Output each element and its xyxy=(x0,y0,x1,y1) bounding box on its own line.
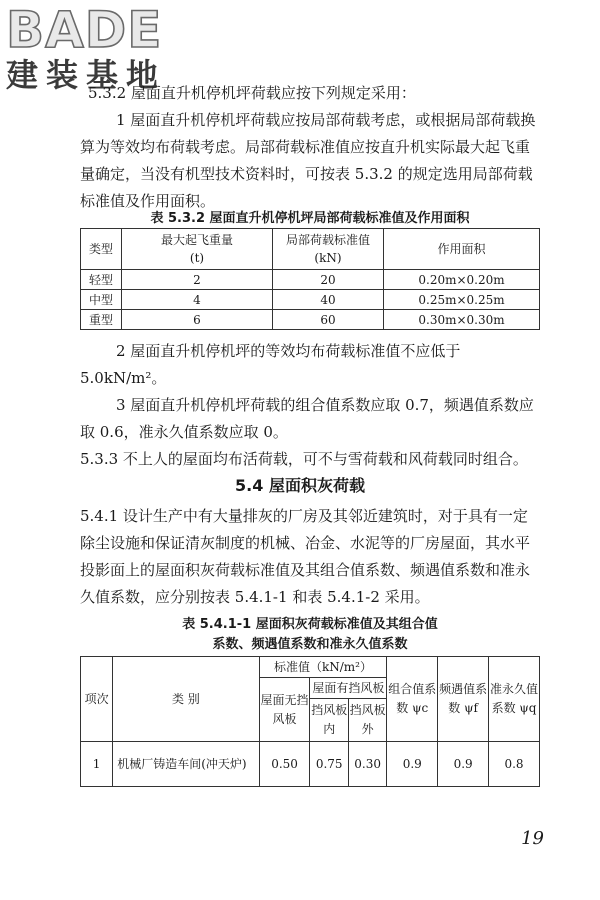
table-cell: 0.8 xyxy=(489,742,540,787)
table-cell: 60 xyxy=(273,310,384,330)
table-cell: 轻型 xyxy=(81,270,122,290)
clause-5-3-2-item-1: 1 屋面直升机停机坪荷载应按局部荷载考虑，或根据局部荷载换算为等效均布荷载考虑。局部荷载标准值应按直升机实际最大起飞重量确定，当没有机型技术资料时，可按表 5.3.2 的规定选用局部荷载标准值及作用面积。 xyxy=(80,111,536,210)
table-5-4-1-1 xyxy=(80,656,540,787)
table-cell: 40 xyxy=(273,290,384,310)
header-cell: 频遇值系数 ψf xyxy=(438,657,489,742)
table-header-row xyxy=(81,657,540,678)
header-cell: 标准值（kN/m²） xyxy=(259,657,387,678)
table-5-4-1-1-caption-line1: 表 5.4.1-1 屋面积灰荷载标准值及其组合值 xyxy=(182,617,438,632)
table-5-4-1-1-caption-line2: 系数、频遇值系数和准永久值系数 xyxy=(212,637,408,652)
table-cell: 0.30m×0.30m xyxy=(384,310,540,330)
table-row xyxy=(81,310,540,330)
header-cell: 屋面有挡风板 xyxy=(310,678,387,699)
header-cell: 组合值系数 ψc xyxy=(387,657,438,742)
table-5-3-2-caption: 表 5.3.2 屋面直升机停机坪局部荷载标准值及作用面积 xyxy=(150,211,470,226)
table-5-3-2 xyxy=(80,228,540,330)
header-cell: 类 别 xyxy=(113,657,259,742)
header-cell: 挡风板内 xyxy=(310,699,348,742)
table-cell: 2 xyxy=(122,270,273,290)
header-cell: 准永久值系数 ψq xyxy=(489,657,540,742)
clause-5-3-2-item-3: 3 屋面直升机停机坪荷载的组合值系数应取 0.7，频遇值系数应取 0.6，准永久值系数应取 0。 xyxy=(80,396,534,441)
table-cell: 1 xyxy=(81,742,113,787)
logo-subtitle: 建装基地 xyxy=(6,56,167,94)
table-cell: 0.50 xyxy=(259,742,310,787)
table-cell: 0.30 xyxy=(348,742,386,787)
header-cell xyxy=(122,229,273,270)
table-row xyxy=(81,742,540,787)
table-cell: 0.20m×0.20m xyxy=(384,270,540,290)
clause-5-3-2-item-2: 2 屋面直升机停机坪的等效均布荷载标准值不应低于 5.0kN/m²。 xyxy=(80,342,461,387)
header-cell: 作用面积 xyxy=(384,229,540,270)
section-title: 5.4 屋面积灰荷载 xyxy=(235,476,365,495)
header-cell: 项次 xyxy=(81,657,113,742)
table-cell: 重型 xyxy=(81,310,122,330)
table-cell: 20 xyxy=(273,270,384,290)
header-cell: 类型 xyxy=(81,229,122,270)
table-cell: 0.75 xyxy=(310,742,348,787)
header-text: 局部荷载标准值 xyxy=(285,233,370,247)
table-row xyxy=(81,290,540,310)
table-cell: 6 xyxy=(122,310,273,330)
publisher-logo xyxy=(6,1,176,94)
header-cell: 挡风板外 xyxy=(348,699,386,742)
header-unit: (kN) xyxy=(314,251,342,265)
table-cell: 机械厂铸造车间(冲天炉) xyxy=(113,742,259,787)
clause-5-3-2: 5.3.2 屋面直升机停机坪荷载应按下列规定采用： xyxy=(88,84,416,102)
header-cell xyxy=(273,229,384,270)
table-header-row xyxy=(81,229,540,270)
clause-5-4-1: 5.4.1 设计生产中有大量排灰的厂房及其邻近建筑时，对于具有一定除尘设施和保证清灰制度的机械、冶金、水泥等的厂房屋面，其水平投影面上的屋面积灰荷载标准值及其组合值系数、频遇值系数和准永久值系数，应分别按表 5.4.1-1 和表 5.4.1-2 采用。 xyxy=(80,507,531,606)
page-number: 19 xyxy=(521,828,544,849)
logo-wordmark: BADE xyxy=(6,1,163,59)
header-cell: 屋面无挡风板 xyxy=(259,678,310,742)
header-unit: (t) xyxy=(189,251,205,265)
table-row xyxy=(81,270,540,290)
table-cell: 0.9 xyxy=(438,742,489,787)
table-cell: 0.25m×0.25m xyxy=(384,290,540,310)
table-cell: 0.9 xyxy=(387,742,438,787)
table-cell: 4 xyxy=(122,290,273,310)
header-text: 最大起飞重量 xyxy=(160,233,233,247)
clause-5-3-3: 5.3.3 不上人的屋面均布活荷载，可不与雪荷载和风荷载同时组合。 xyxy=(80,450,528,468)
table-cell: 中型 xyxy=(81,290,122,310)
